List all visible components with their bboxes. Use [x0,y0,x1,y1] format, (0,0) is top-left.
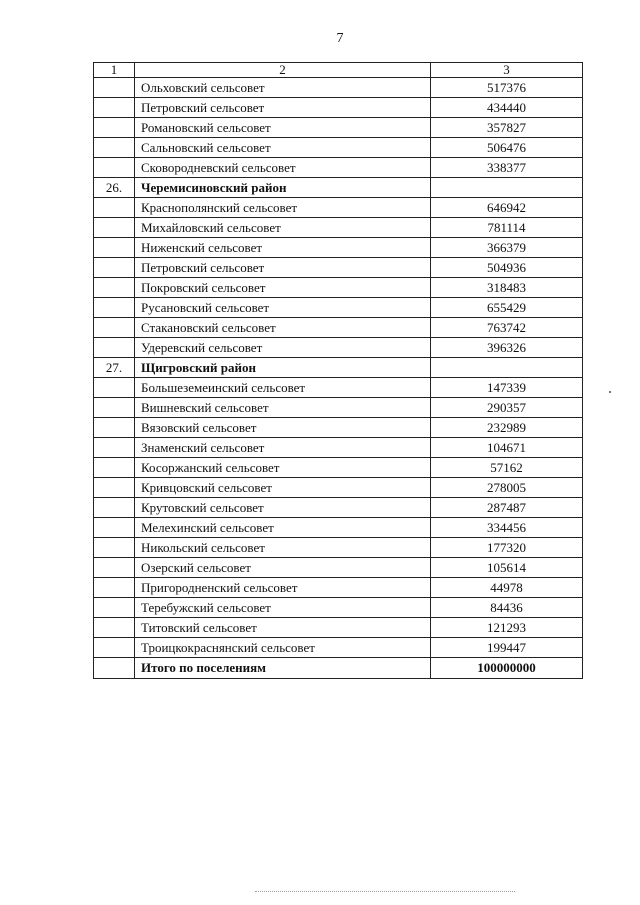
value-cell: 232989 [431,418,583,438]
settlement-name-cell: Крутовский сельсовет [135,498,431,518]
total-value-cell: 100000000 [431,658,583,679]
settlement-name-cell: Петровский сельсовет [135,258,431,278]
value-cell: 506476 [431,138,583,158]
value-cell: 334456 [431,518,583,538]
row-number-cell [94,278,135,298]
value-cell: 105614 [431,558,583,578]
row-number-cell [94,198,135,218]
settlement-name-cell: Косоржанский сельсовет [135,458,431,478]
settlement-name-cell: Вязовский сельсовет [135,418,431,438]
table-row [94,518,583,538]
table-row [94,98,583,118]
row-number-cell [94,258,135,278]
table-row [94,218,583,238]
row-number-cell [94,498,135,518]
table-row [94,578,583,598]
table-row [94,458,583,478]
total-row [94,658,583,679]
row-number-cell [94,338,135,358]
value-cell: 290357 [431,398,583,418]
row-number-cell [94,398,135,418]
row-number-cell [94,638,135,658]
row-number-cell [94,458,135,478]
value-cell: 504936 [431,258,583,278]
row-number-cell [94,618,135,638]
table-row [94,258,583,278]
settlement-name-cell: Большеземеинский сельсовет [135,378,431,398]
row-number-cell [94,318,135,338]
settlement-name-cell: Сальновский сельсовет [135,138,431,158]
value-cell: 655429 [431,298,583,318]
value-cell: 318483 [431,278,583,298]
row-number-cell [94,98,135,118]
settlement-name-cell: Сковородневский сельсовет [135,158,431,178]
settlement-name-cell: Знаменский сельсовет [135,438,431,458]
value-cell: 763742 [431,318,583,338]
settlement-name-cell: Краснополянский сельсовет [135,198,431,218]
table-row [94,138,583,158]
table-row [94,498,583,518]
table-body [94,63,583,679]
settlement-name-cell: Ниженский сельсовет [135,238,431,258]
settlement-name-cell: Троицкокраснянский сельсовет [135,638,431,658]
page-number: 7 [336,31,344,46]
table-row [94,238,583,258]
value-cell: 199447 [431,638,583,658]
district-row [94,358,583,378]
table-row [94,158,583,178]
settlement-name-cell: Кривцовский сельсовет [135,478,431,498]
row-number-cell [94,218,135,238]
row-number-cell [94,238,135,258]
footer-stamp-line [255,891,515,893]
row-number-cell [94,418,135,438]
value-cell: 104671 [431,438,583,458]
total-label-cell: Итого по поселениям [135,658,431,679]
table-row [94,558,583,578]
total-number-cell [94,658,135,679]
table-row [94,338,583,358]
value-cell: 147339 [431,378,583,398]
table-row [94,318,583,338]
value-cell: 781114 [431,218,583,238]
value-cell: 338377 [431,158,583,178]
settlement-name-cell: Никольский сельсовет [135,538,431,558]
settlement-name-cell: Русановский сельсовет [135,298,431,318]
table-header-row [94,63,583,78]
table-row [94,618,583,638]
row-number-cell: 27. [94,358,135,378]
table-row [94,298,583,318]
value-cell: 646942 [431,198,583,218]
settlement-name-cell: Ольховский сельсовет [135,78,431,98]
settlement-name-cell: Пригородненский сельсовет [135,578,431,598]
table-row [94,118,583,138]
value-cell: 278005 [431,478,583,498]
row-number-cell [94,578,135,598]
column-header-1: 1 [94,63,135,78]
table-row [94,418,583,438]
value-cell: 84436 [431,598,583,618]
value-cell: 357827 [431,118,583,138]
district-name-cell: Щигровский район [135,358,431,378]
settlement-name-cell: Титовский сельсовет [135,618,431,638]
row-number-cell [94,518,135,538]
settlement-name-cell: Вишневский сельсовет [135,398,431,418]
value-cell: 434440 [431,98,583,118]
district-name-cell: Черемисиновский район [135,178,431,198]
value-cell [431,178,583,198]
row-number-cell [94,118,135,138]
district-row [94,178,583,198]
table-row [94,398,583,418]
row-number-cell: 26. [94,178,135,198]
column-header-3: 3 [431,63,583,78]
table-row [94,598,583,618]
table-row [94,198,583,218]
settlement-name-cell: Мелехинский сельсовет [135,518,431,538]
table-row [94,538,583,558]
value-cell: 121293 [431,618,583,638]
row-number-cell [94,558,135,578]
row-number-cell [94,598,135,618]
table-row [94,638,583,658]
settlement-name-cell: Романовский сельсовет [135,118,431,138]
value-cell: 57162 [431,458,583,478]
settlement-name-cell: Михайловский сельсовет [135,218,431,238]
value-cell: 44978 [431,578,583,598]
table-row [94,278,583,298]
row-number-cell [94,298,135,318]
settlement-name-cell: Петровский сельсовет [135,98,431,118]
settlement-name-cell: Озерский сельсовет [135,558,431,578]
table-row [94,378,583,398]
allocation-table [93,62,583,679]
value-cell: 517376 [431,78,583,98]
column-header-2: 2 [135,63,431,78]
row-number-cell [94,378,135,398]
row-number-cell [94,438,135,458]
settlement-name-cell: Стакановский сельсовет [135,318,431,338]
value-cell: 396326 [431,338,583,358]
row-number-cell [94,138,135,158]
value-cell [431,358,583,378]
table-row [94,78,583,98]
row-number-cell [94,78,135,98]
row-number-cell [94,478,135,498]
settlement-name-cell: Удеревский сельсовет [135,338,431,358]
settlement-name-cell: Теребужский сельсовет [135,598,431,618]
row-number-cell [94,538,135,558]
value-cell: 366379 [431,238,583,258]
value-cell: 177320 [431,538,583,558]
settlement-name-cell: Покровский сельсовет [135,278,431,298]
table-row [94,438,583,458]
row-number-cell [94,158,135,178]
scan-artifact [609,391,611,393]
table-row [94,478,583,498]
value-cell: 287487 [431,498,583,518]
